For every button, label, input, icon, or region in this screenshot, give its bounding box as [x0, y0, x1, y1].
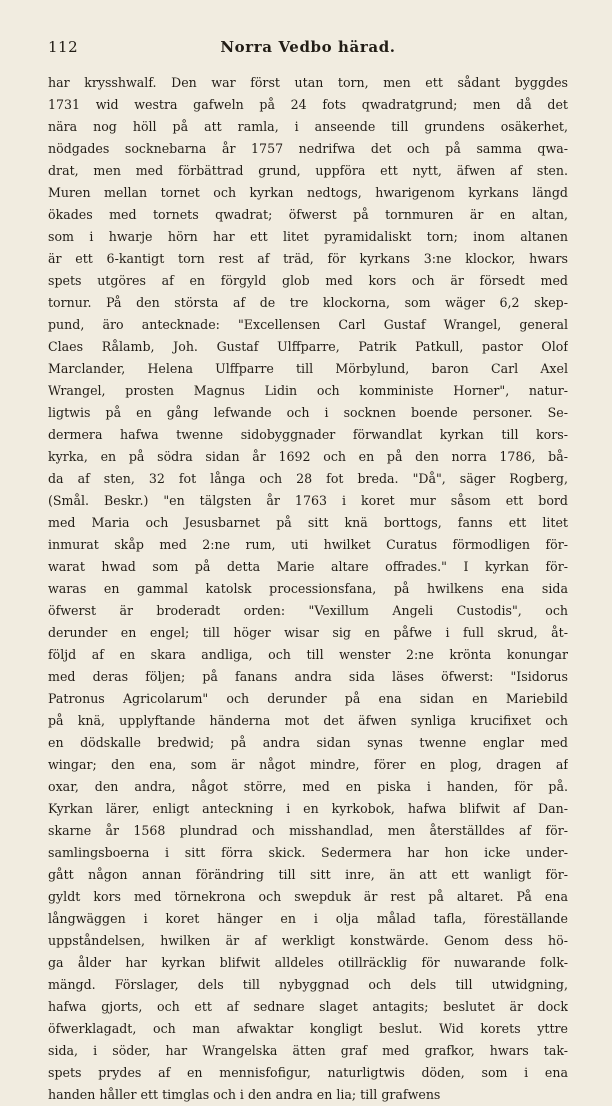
text-line: ga ålder har kyrkan blifwit alldeles otillräcklig för nuwarande folk-: [48, 955, 568, 970]
text-line: drat, men med förbättrad grund, uppföra ett nytt, äfwen af sten.: [48, 163, 568, 178]
text-line: långwäggen i koret hänger en i olja målad tafla, föreställande: [48, 911, 568, 926]
text-line: handen håller ett timglas och i den andra en lia; till grafwens: [48, 1087, 441, 1102]
text-line: Marclander, Helena Ulffparre till Mörbylund, baron Carl Axel: [48, 361, 568, 376]
text-line: Patronus Agricolarum" och derunder på ena sidan en Mariebild: [48, 691, 568, 706]
text-line: Wrangel, prosten Magnus Lidin och komministe Horner", natur-: [48, 383, 568, 398]
text-line: öfwerklagadt, och man afwaktar kongligt beslut. Wid korets yttre: [48, 1021, 568, 1036]
text-line: ökades med tornets qwadrat; öfwerst på tornmuren är en altan,: [48, 207, 568, 222]
text-line: spets utgöres af en förgyld glob med kors och är försedt med: [48, 273, 568, 288]
page-number: 112: [48, 38, 79, 56]
text-line: dermera hafwa twenne sidobyggnader förwandlat kyrkan till kors-: [48, 427, 568, 442]
text-line: (Smål. Beskr.) "en tälgsten år 1763 i koret mur såsom ett bord: [48, 493, 568, 508]
text-line: uppståndelsen, hwilken är af werkligt konstwärde. Genom dess hö-: [48, 933, 568, 948]
text-line: på knä, upplyftande händerna mot det äfwen synliga krucifixet och: [48, 713, 568, 728]
text-line: en dödskalle bredwid; på andra sidan synas twenne englar med: [48, 735, 568, 750]
text-line: 1731 wid westra gafweln på 24 fots qwadratgrund; men då det: [48, 97, 568, 112]
text-line: öfwerst är broderadt orden: "Vexillum Angeli Custodis", och: [48, 603, 568, 618]
text-line: inmurat skåp med 2:ne rum, uti hwilket Curatus förmodligen för-: [48, 537, 568, 552]
text-line: da af sten, 32 fot långa och 28 fot breda. "Då", säger Rogberg,: [48, 471, 568, 486]
text-line: sida, i söder, har Wrangelska ätten graf med grafkor, hwars tak-: [48, 1043, 568, 1058]
text-line: kyrka, en på södra sidan år 1692 och en på den norra 1786, bå-: [48, 449, 568, 464]
text-line: nära nog höll på att ramla, i anseende till grundens osäkerhet,: [48, 119, 568, 134]
text-line: nödgades socknebarna år 1757 nedrifwa det och på samma qwa-: [48, 141, 568, 156]
page-header: [48, 38, 568, 66]
text-line: waras en gammal katolsk processionsfana, på hwilkens ena sida: [48, 581, 568, 596]
text-line: gått någon annan förändring till sitt inre, än att ett wanligt för-: [48, 867, 568, 882]
text-line: gyldt kors med törnekrona och swepduk är rest på altaret. På ena: [48, 889, 568, 904]
text-line: Kyrkan lärer, enligt anteckning i en kyrkobok, hafwa blifwit af Dan-: [48, 801, 568, 816]
text-line: med Maria och Jesusbarnet på sitt knä borttogs, fanns ett litet: [48, 515, 568, 530]
text-line: mängd. Förslager, dels till nybyggnad och dels till utwidgning,: [48, 977, 568, 992]
text-line: warat hwad som på detta Marie altare offrades." I kyrkan för-: [48, 559, 568, 574]
text-line: med deras följen; på fanans andra sida läses öfwerst: "Isidorus: [48, 669, 568, 684]
body-text: [48, 72, 568, 1106]
text-line: skarne år 1568 plundrad och misshandlad, men återställdes af för-: [48, 823, 568, 838]
text-line: derunder en engel; till höger wisar sig en påfwe i full skrud, åt-: [48, 625, 568, 640]
text-line: är ett 6-kantigt torn rest af träd, för kyrkans 3:ne klockor, hwars: [48, 251, 568, 266]
text-line: wingar; den ena, som är något mindre, förer en plog, dragen af: [48, 757, 568, 772]
text-line: spets prydes af en mennisfofigur, naturligtwis döden, som i ena: [48, 1065, 568, 1080]
text-line: har krysshwalf. Den war först utan torn, men ett sådant byggdes: [48, 75, 568, 90]
text-line: oxar, den andra, något större, med en piska i handen, för på.: [48, 779, 568, 794]
text-line: hafwa gjorts, och ett af sednare slaget antagits; beslutet är dock: [48, 999, 568, 1014]
text-line: samlingsboerna i sitt förra skick. Sedermera har hon icke under-: [48, 845, 568, 860]
text-line: pund, äro antecknade: "Excellensen Carl Gustaf Wrangel, general: [48, 317, 568, 332]
running-head: Norra Vedbo härad.: [220, 38, 396, 56]
text-line: ligtwis på en gång lefwande och i socknen boende personer. Se-: [48, 405, 568, 420]
text-line: följd af en skara andliga, och till wenster 2:ne krönta konungar: [48, 647, 568, 662]
text-line: tornur. På den största af de tre klockorna, som wäger 6,2 skep-: [48, 295, 568, 310]
text-line: som i hwarje hörn har ett litet pyramidaliskt torn; inom altanen: [48, 229, 568, 244]
text-line: Muren mellan tornet och kyrkan nedtogs, hwarigenom kyrkans längd: [48, 185, 568, 200]
text-line: Claes Rålamb, Joh. Gustaf Ulffparre, Patrik Patkull, pastor Olof: [48, 339, 568, 354]
